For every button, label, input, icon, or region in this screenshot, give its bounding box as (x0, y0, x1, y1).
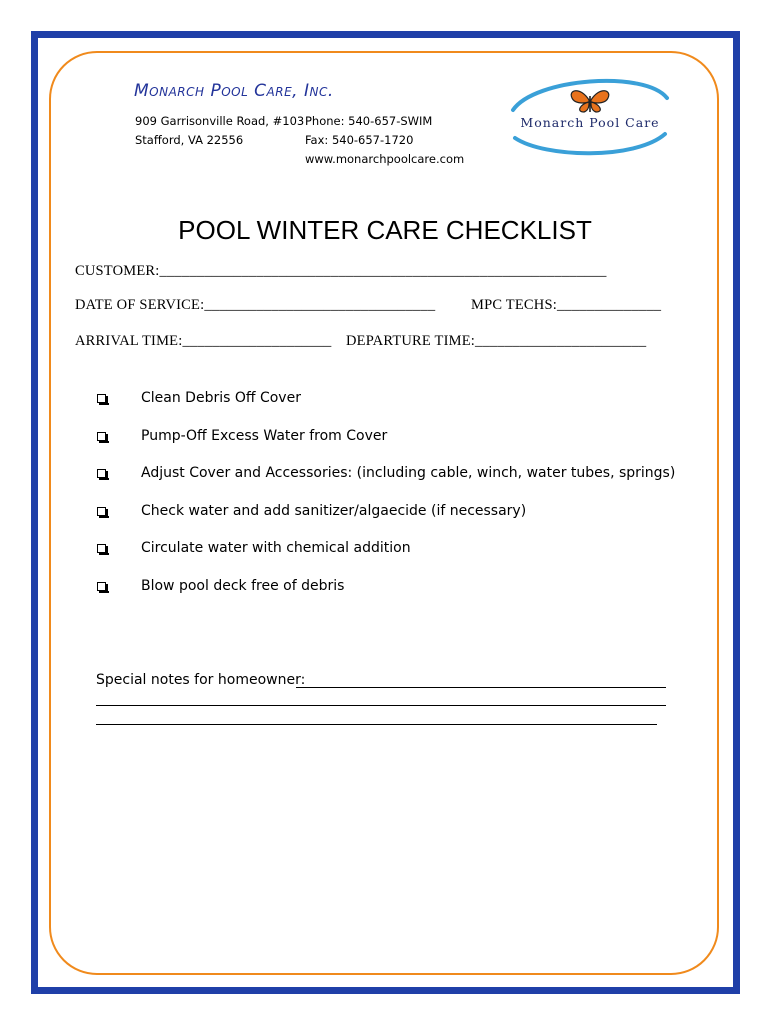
page-title: POOL WINTER CARE CHECKLIST (178, 215, 592, 245)
checklist-item: Adjust Cover and Accessories: (including cable, winch, water tubes, springs) (141, 465, 676, 481)
checkbox[interactable] (97, 582, 106, 591)
arrival-time-field[interactable]: ARRIVAL TIME:____________________ (75, 333, 332, 349)
address-line-2: Stafford, VA 22556 (135, 133, 244, 147)
mpc-techs-field[interactable]: MPC TECHS:______________ (471, 297, 662, 313)
checklist-item: Clean Debris Off Cover (141, 390, 301, 406)
company-logo (505, 72, 675, 162)
notes-line[interactable] (296, 687, 666, 688)
checkbox[interactable] (97, 394, 106, 403)
butterfly-icon (571, 91, 609, 112)
phone-number: Phone: 540-657-SWIM (305, 114, 433, 128)
notes-label: Special notes for homeowner: (96, 672, 306, 688)
company-name: Monarch Pool Care, Inc. (134, 81, 334, 101)
checklist-item: Blow pool deck free of debris (141, 578, 345, 594)
departure-time-field[interactable]: DEPARTURE TIME:_______________________ (346, 333, 647, 349)
address-line-1: 909 Garrisonville Road, #103 (135, 114, 305, 128)
checkbox[interactable] (97, 507, 106, 516)
website: www.monarchpoolcare.com (305, 152, 465, 166)
logo-text: Monarch Pool Care (520, 115, 660, 130)
checklist-item: Circulate water with chemical addition (141, 540, 411, 556)
checkbox[interactable] (97, 432, 106, 441)
notes-line[interactable] (96, 724, 657, 725)
checkbox[interactable] (97, 469, 106, 478)
checklist-item: Check water and add sanitizer/algaecide (if necessary) (141, 503, 527, 519)
checklist-item: Pump-Off Excess Water from Cover (141, 428, 388, 444)
customer-field[interactable]: CUSTOMER:____________________________________________________________ (75, 263, 607, 279)
fax-number: Fax: 540-657-1720 (305, 133, 414, 147)
checkbox[interactable] (97, 544, 106, 553)
date-of-service-field[interactable]: DATE OF SERVICE:_______________________________ (75, 297, 436, 313)
notes-line[interactable] (96, 705, 666, 706)
